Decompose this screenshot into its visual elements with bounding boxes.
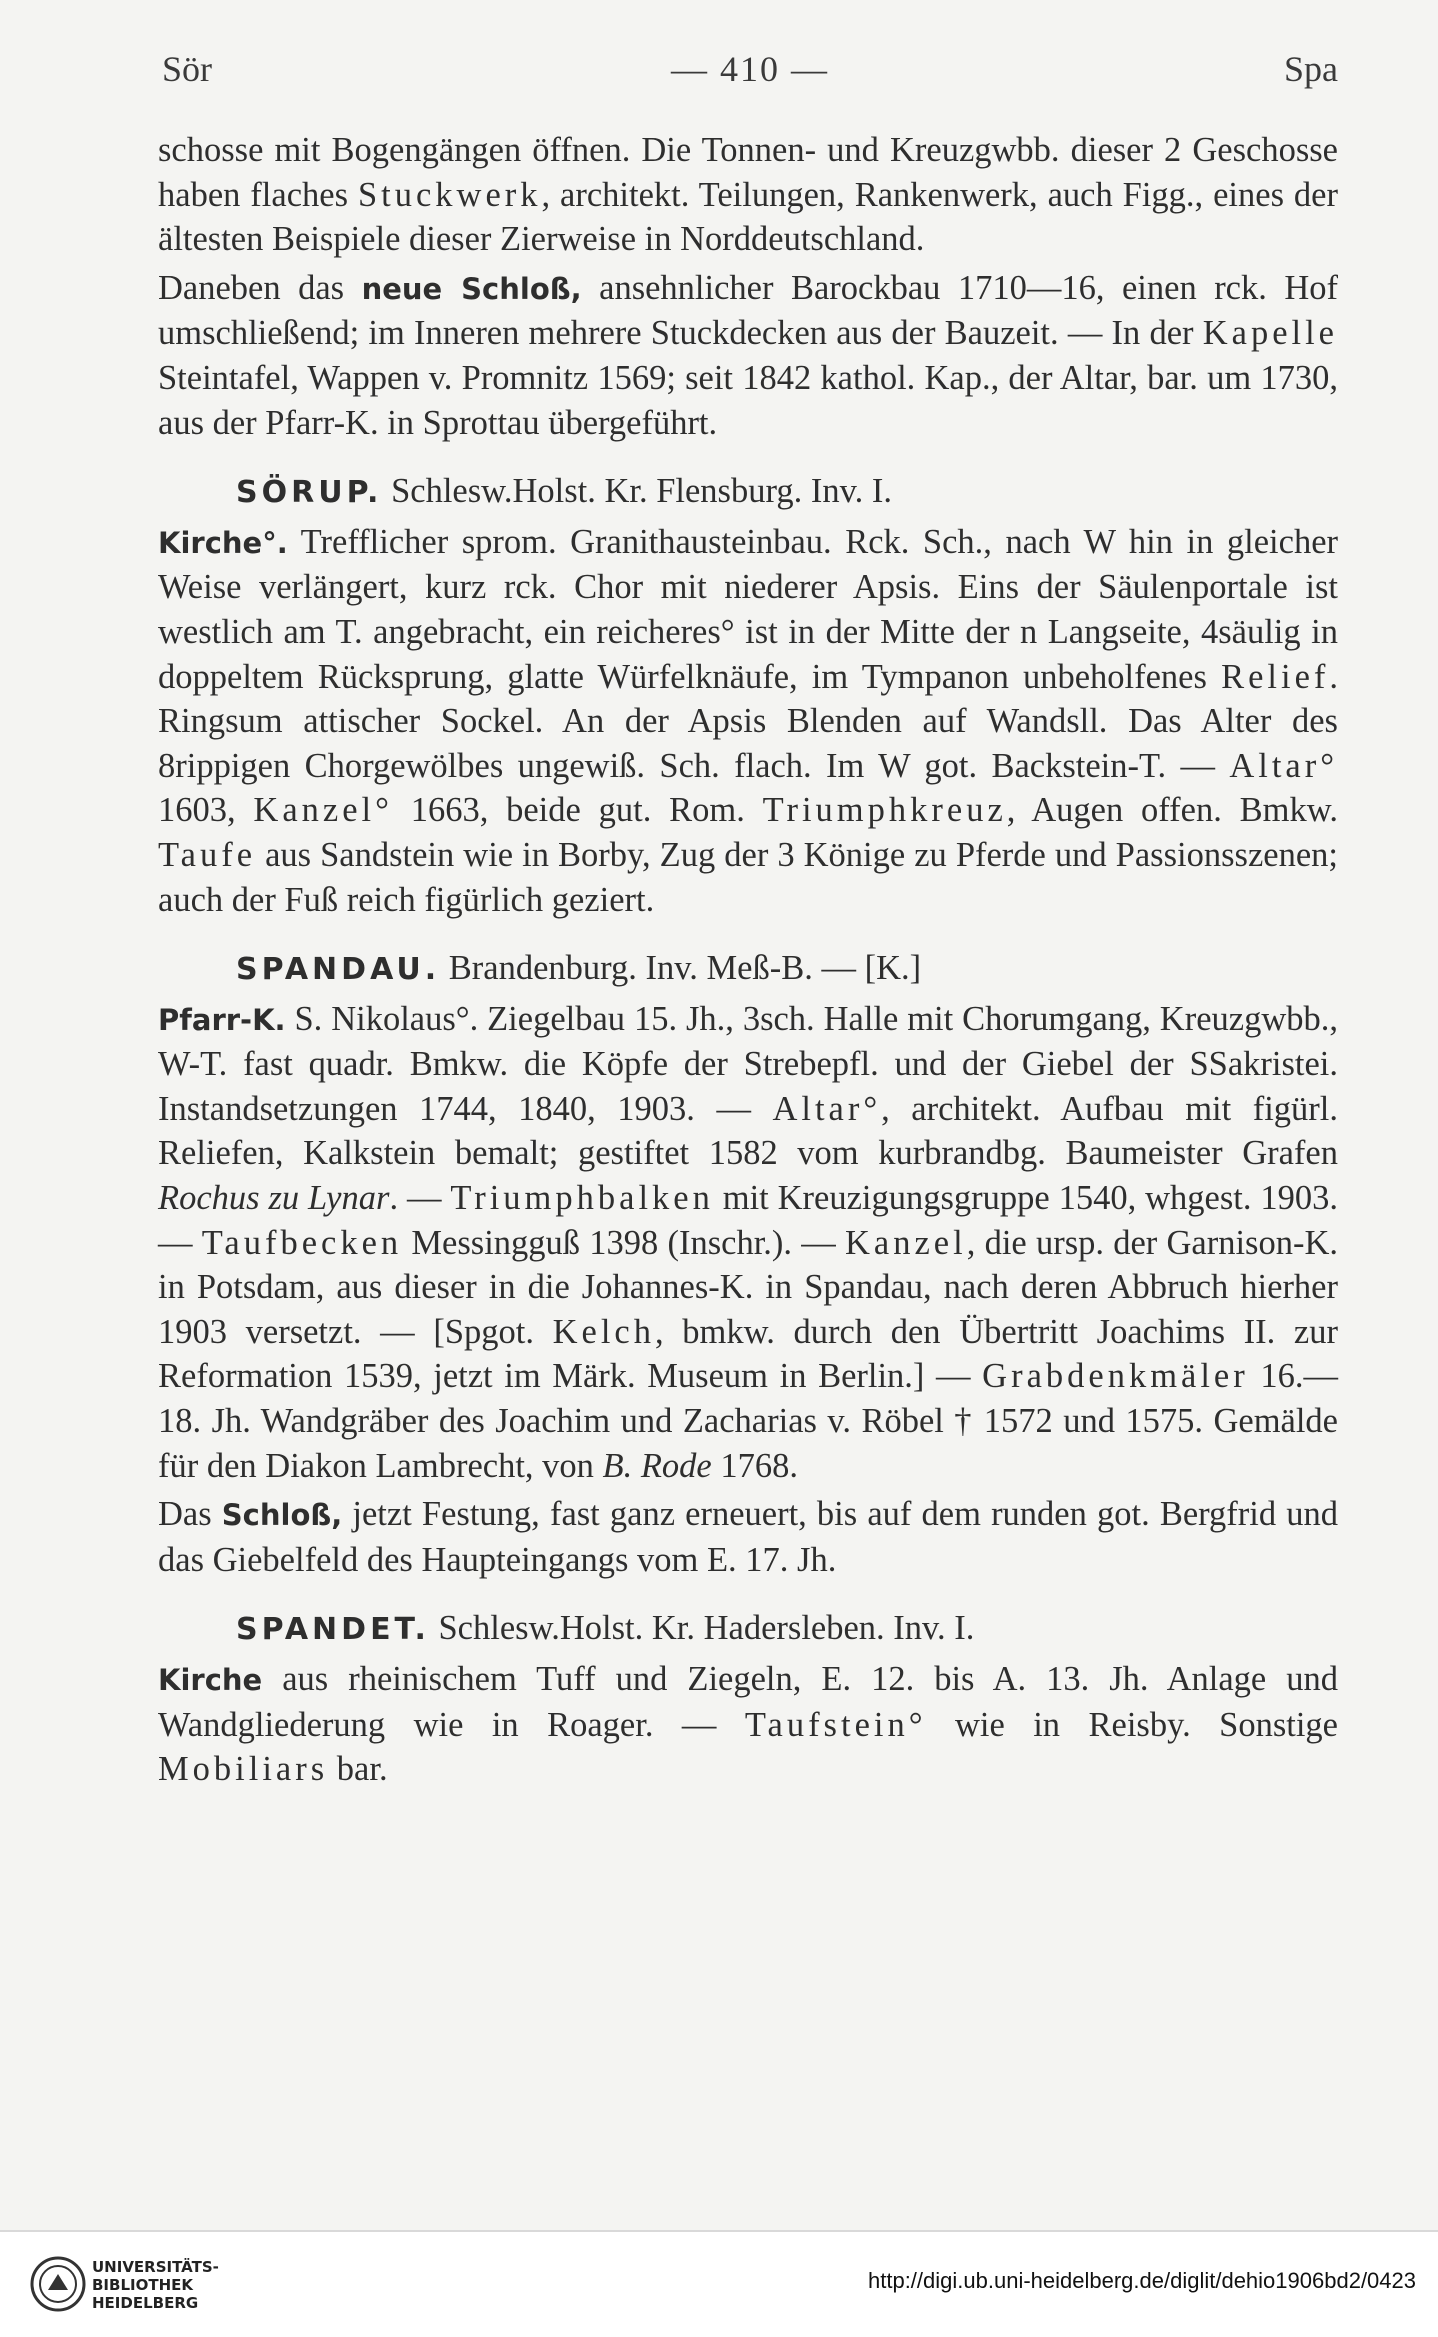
paragraph-spandau-pfarrkirche: Pfarr-K. S. Nikolaus°. Ziegelbau 15. Jh., 3sch. Halle mit Chorumgang, Kreuzgwbb., W-T. fast quadr. Bmkw. die Köpfe der Strebepfl. und der Giebel der SSakristei. Instandsetzungen 1744, 1840, 1903. — Altar°, architekt. Aufbau mit figürl. Reliefen, Kalkstein bemalt; gestiftet 1582 vom kurbrandbg. Baumeister Grafen Rochus zu Lynar. — Triumphbalken mit Kreuzigungsgruppe 1540, whgest. 1903. — Taufbecken Messingguß 1398 (Inschr.). — Kanzel, die ursp. der Garnison-K. in Potsdam, aus dieser in die Johannes-K. in Spandau, nach deren Abbruch hierher 1903 versetzt. — [Spgot. Kelch, bmkw. durch den Übertritt Joachims II. zur Reformation 1539, jetzt im Märk. Museum in Berlin.] — Grabdenkmäler 16.—18. Jh. Wandgräber des Joachim und Zacharias v. Röbel † 1572 und 1575. Gemälde für den Diakon Lambrecht, von B. Rode 1768. <box>158 999 1339 1485</box>
page-number: — 410 — <box>671 49 829 89</box>
source-url-link[interactable]: http://digi.ub.uni-heidelberg.de/diglit/dehio1906bd2/0423 <box>868 2268 1416 2293</box>
entry-heading-spandet: SPANDET. Schlesw.Holst. Kr. Hadersleben. Inv. I. <box>236 1609 975 1648</box>
paragraph-spandet-kirche: Kirche aus rheinischem Tuff und Ziegeln, E. 12. bis A. 13. Jh. Anlage und Wandgliederung wie in Roager. — Taufstein° wie in Reisby. Sonstige Mobiliars bar. <box>158 1660 1338 1789</box>
entry-heading-spandau: SPANDAU. Brandenburg. Inv. Meß-B. — [K.] <box>236 949 922 988</box>
body-text <box>158 128 1338 1792</box>
paragraph-sorau-continuation: schosse mit Bogengängen öffnen. Die Tonnen- und Kreuzgwbb. dieser 2 Geschosse haben flaches Stuckwerk, architekt. Teilungen, Rankenwerk, auch Figg., eines der ältesten Beispiele dieser Zierweise in Norddeutschland. <box>158 131 1338 259</box>
paragraph-soerup-kirche: Kirche°. Trefflicher sprom. Granithausteinbau. Rck. Sch., nach W hin in gleicher Weise verlängert, kurz rck. Chor mit niederer Apsis. Eins der Säulenportale ist westlich am T. angebracht, ein reicheres° ist in der Mitte der n Langseite, 4säulig in doppeltem Rücksprung, glatte Würfelknäufe, im Tympanon unbeholfenes Relief. Ringsum attischer Sockel. An der Apsis Blenden auf Wandsll. Das Alter des 8rippigen Chorgewölbes ungewiß. Sch. flach. Im W got. Backstein-T. — Altar° 1603, Kanzel° 1663, beide gut. Rom. Triumphkreuz, Augen offen. Bmkw. Taufe aus Sandstein wie in Borby, Zug der 3 Könige zu Pferde und Passionsszenen; auch der Fuß reich figürlich geziert. <box>158 522 1339 919</box>
entry-heading-soerup: SÖRUP. Schlesw.Holst. Kr. Flensburg. Inv. I. <box>236 472 892 511</box>
library-name: UNIVERSITÄTS- BIBLIOTHEK HEIDELBERG <box>92 2258 219 2312</box>
header-left-keyword: Sör <box>162 49 213 89</box>
running-head <box>162 48 1338 92</box>
library-footer <box>0 2230 1438 2337</box>
paragraph-spandau-schloss: Das Schloß, jetzt Festung, fast ganz erneuert, bis auf dem runden got. Bergfrid und das Giebelfeld des Haupteingangs vom E. 17. Jh. <box>158 1495 1338 1579</box>
university-seal-icon <box>30 2256 86 2312</box>
header-right-keyword: Spa <box>1284 49 1338 89</box>
paragraph-neues-schloss: Daneben das neue Schloß, ansehnlicher Barockbau 1710—16, einen rck. Hof umschließend; im Inneren mehrere Stuckdecken aus der Bauzeit. — In der Kapelle Steintafel, Wappen v. Promnitz 1569; seit 1842 kathol. Kap., der Altar, bar. um 1730, aus der Pfarr-K. in Sprottau übergeführt. <box>158 268 1339 442</box>
